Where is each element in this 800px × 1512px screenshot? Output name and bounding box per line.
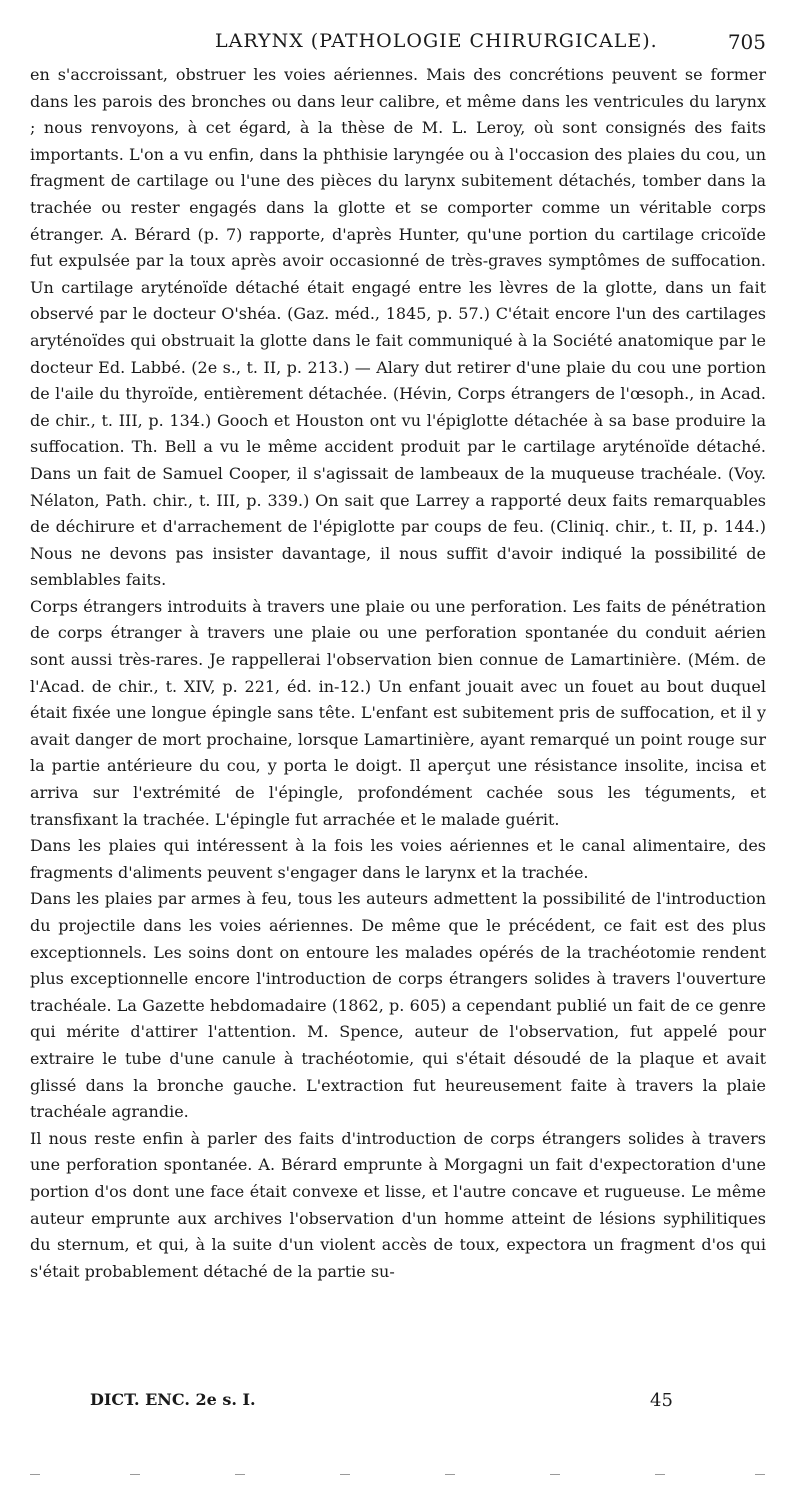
body-text [30, 62, 766, 1285]
paragraph: Corps étrangers introduits à travers une plaie ou une perforation. Les faits de pénétration de corps étranger à travers une plaie ou une perforation spontanée du conduit aérien sont aussi très-rares. Je rappellerai l'observation bien connue de Lamartinière. (Mém. de l'Acad. de chir., t. XIV, p. 221, éd. in-12.) Un enfant jouait avec un fouet au bout duquel était fixée une longue épingle sans tête. L'enfant est subitement pris de suffocation, et il y avait danger de mort prochaine, lorsque Lamartinière, ayant remarqué un point rouge sur la partie antérieure du cou, y porta le doigt. Il aperçut une résistance insolite, incisa et arriva sur l'extrémité de l'épingle, profondément cachée sous les téguments, et transfixant la trachée. L'épingle fut arrachée et le malade guérit. [30, 596, 766, 829]
page-header [30, 30, 766, 60]
printer-signature: DICT. ENC. 2e s. I. [90, 1390, 256, 1409]
paragraph: Il nous reste enfin à parler des faits d'introduction de corps étrangers solides à travers une perforation spontanée. A. Bérard emprunte à Morgagni un fait d'expectoration d'une portion d'os dont une face était convexe et lisse, et l'autre concave et rugueuse. Le même auteur emprunte aux archives l'observation d'un homme atteint de lésions syphilitiques du sternum, et qui, à la suite d'un violent accès de toux, expectora un fragment d'os qui s'était probablement détaché de la partie su- [30, 1128, 766, 1281]
page-number: 705 [727, 30, 766, 54]
paragraph: en s'accroissant, obstruer les voies aériennes. Mais des concrétions peuvent se former dans les parois des bronches ou dans leur calibre, et même dans les ventricules du larynx ; nous renvoyons, à cet égard, à la thèse de M. L. Leroy, où sont consignés des faits importants. L'on a vu enfin, dans la phthisie laryngée ou à l'occasion des plaies du cou, un fragment de cartilage ou l'une des pièces du larynx subitement détachés, tomber dans la trachée ou rester engagés dans la glotte et se comporter comme un véritable corps étranger. A. Bérard (p. 7) rapporte, d'après Hunter, qu'une portion du cartilage cricoïde fut expulsée par la toux après avoir occasionné de très-graves symptômes de suffocation. Un cartilage aryténoïde détaché était engagé entre les lèvres de la glotte, dans un fait observé par le docteur O'shéa. (Gaz. méd., 1845, p. 57.) C'était encore l'un des cartilages aryténoïdes qui obstruait la glotte dans le fait communiqué à la Société anatomique par le docteur Ed. Labbé. (2e s., t. II, p. 213.) — Alary dut retirer d'une plaie du cou une portion de l'aile du thyroïde, entièrement détachée. (Hévin, Corps étrangers de l'œsoph., in Acad. de chir., t. III, p. 134.) Gooch et Houston ont vu l'épiglotte détachée à sa base produire la suffocation. Th. Bell a vu le même accident produit par le cartilage aryténoïde détaché. Dans un fait de Samuel Cooper, il s'agissait de lambeaux de la muqueuse trachéale. (Voy. Nélaton, Path. chir., t. III, p. 339.) On sait que Larrey a rapporté deux faits remarquables de déchirure et d'arrachement de l'épiglotte par coups de feu. (Cliniq. chir., t. II, p. 144.) Nous ne devons pas insister davantage, il nous suffit d'avoir indiqué la possibilité de semblables faits. [30, 65, 766, 590]
page-footer [90, 1390, 690, 1420]
paragraph: Dans les plaies qui intéressent à la fois les voies aériennes et le canal alimentaire, des fragments d'aliments peuvent s'engager dans le larynx et la trachée. [30, 836, 766, 882]
running-title: LARYNX (PATHOLOGIE CHIRURGICALE). [215, 30, 658, 52]
bottom-scan-marks [30, 1474, 770, 1484]
sheet-number: 45 [650, 1390, 673, 1411]
scan-mark [550, 1474, 560, 1475]
scan-mark [235, 1474, 245, 1475]
paragraph: Dans les plaies par armes à feu, tous les auteurs admettent la possibilité de l'introduction du projectile dans les voies aériennes. De même que le précédent, ce fait est des plus exceptionnels. Les soins dont on entoure les malades opérés de la trachéotomie rendent plus exceptionnelle encore l'introduction de corps étrangers solides à travers l'ouverture trachéale. La Gazette hebdomadaire (1862, p. 605) a cependant publié un fait de ce genre qui mérite d'attirer l'attention. M. Spence, auteur de l'observation, fut appelé pour extraire le tube d'une canule à trachéotomie, qui s'était désoudé de la plaque et avait glissé dans la bronche gauche. L'extraction fut heureusement faite à travers la plaie trachéale agrandie. [30, 889, 766, 1122]
scan-mark [340, 1474, 350, 1475]
scan-mark [655, 1474, 665, 1475]
scan-mark [130, 1474, 140, 1475]
scan-mark [30, 1474, 40, 1475]
scan-mark [445, 1474, 455, 1475]
scan-mark [755, 1474, 765, 1475]
